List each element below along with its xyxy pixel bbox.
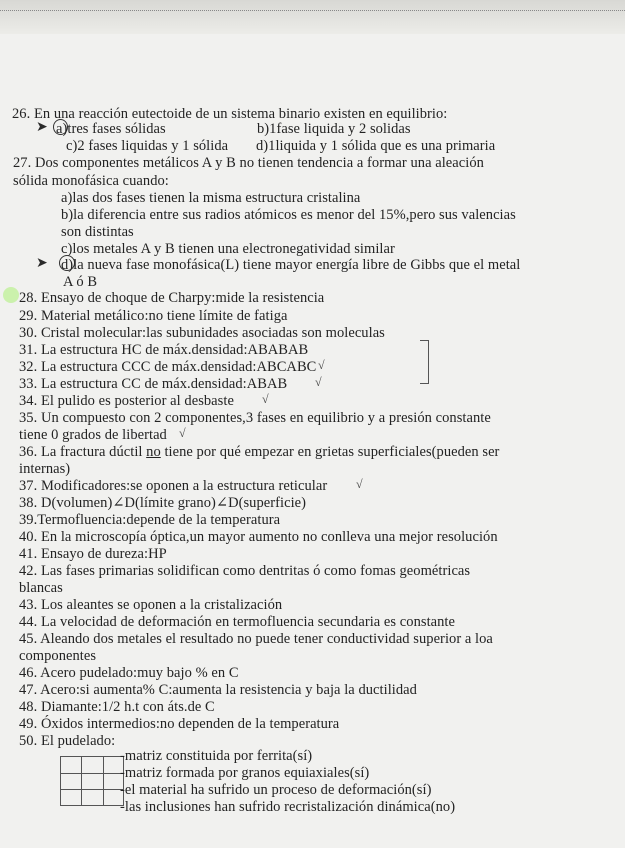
question-27-option-b-continued: son distintas [61, 224, 134, 240]
statement-50-item-a: -matriz constituida por ferrita(sí) [120, 748, 313, 764]
statement-45-continued: componentes [19, 648, 97, 664]
arrow-mark: ➤ [36, 256, 48, 271]
statement-36 [19, 444, 499, 460]
question-26-option-a: a)tres fases sólidas [56, 121, 166, 137]
statement-42: 42. Las fases primarias solidifican como dentritas ó como fomas geométricas [19, 563, 471, 579]
statement-36-underlined-word: no [146, 444, 161, 460]
statement-38: 38. D(volumen)∠D(límite grano)∠D(superficie) [19, 495, 307, 511]
statement-29: 29. Material metálico:no tiene límite de fatiga [19, 308, 288, 324]
microstructure-sketch [60, 756, 124, 806]
statement-50: 50. El pudelado: [19, 733, 116, 749]
check-mark: √ [356, 477, 363, 491]
check-mark: √ [318, 358, 325, 372]
question-27-continued: sólida monofásica cuando: [13, 173, 169, 189]
question-27-option-b: b)la diferencia entre sus radios atómicos es menor del 15%,pero sus valencias [61, 207, 516, 223]
statement-34: 34. El pulido es posterior al desbaste [19, 393, 234, 409]
statement-50-item-b: -matriz formada por granos equiaxiales(sí) [120, 765, 370, 781]
statement-40: 40. En la microscopía óptica,un mayor aumento no conlleva una mejor resolución [19, 529, 498, 545]
statement-44: 44. La velocidad de deformación en termofluencia secundaria es constante [19, 614, 455, 630]
question-27: 27. Dos componentes metálicos A y B no tienen tendencia a formar una aleación [13, 155, 484, 171]
statement-35-continued: tiene 0 grados de libertad [19, 427, 167, 443]
statement-39: 39.Termofluencia:depende de la temperatura [19, 512, 281, 528]
question-27-option-c: c)los metales A y B tienen una electronegatividad similar [61, 241, 395, 257]
page-fold-line [0, 0, 625, 11]
statement-50-item-c: -el material ha sufrido un proceso de deformación(sí) [120, 782, 432, 798]
check-mark: √ [179, 426, 186, 440]
statement-31: 31. La estructura HC de máx.densidad:ABABAB [19, 342, 309, 358]
statement-50-item-d: -las inclusiones han sufrido recristalización dinámica(no) [120, 799, 456, 815]
statement-30: 30. Cristal molecular:las subunidades asociadas son moleculas [19, 325, 385, 341]
bracket-mark [420, 340, 429, 384]
statement-36-start: 36. La fractura dúctil [19, 444, 147, 460]
statement-28: 28. Ensayo de choque de Charpy:mide la resistencia [19, 290, 325, 306]
statement-35: 35. Un compuesto con 2 componentes,3 fases en equilibrio y a presión constante [19, 410, 491, 426]
statement-37: 37. Modificadores:se oponen a la estructura reticular [19, 478, 328, 494]
statement-43: 43. Los aleantes se oponen a la cristalización [19, 597, 283, 613]
statement-41: 41. Ensayo de dureza:HP [19, 546, 167, 562]
check-mark: √ [315, 375, 322, 389]
statement-49: 49. Óxidos intermedios:no dependen de la temperatura [19, 716, 340, 732]
statement-36-continued: internas) [19, 461, 71, 477]
statement-36-end: tiene por qué empezar en grietas superficiales(pueden ser [160, 444, 500, 460]
question-27-option-d: d)la nueva fase monofásica(L) tiene mayor energía libre de Gibbs que el metal [61, 257, 521, 273]
statement-33: 33. La estructura CC de máx.densidad:ABAB [19, 376, 288, 392]
statement-47: 47. Acero:si aumenta% C:aumenta la resistencia y baja la ductilidad [19, 682, 417, 698]
statement-48: 48. Diamante:1/2 h.t con áts.de C [19, 699, 215, 715]
question-26-option-d: d)1liquida y 1 sólida que es una primaria [256, 138, 496, 154]
question-27-option-a: a)las dos fases tienen la misma estructura cristalina [61, 190, 361, 206]
question-26-option-c: c)2 fases liquidas y 1 sólida [66, 138, 229, 154]
arrow-mark: ➤ [36, 120, 48, 135]
question-26-option-b: b)1fase liquida y 2 solidas [257, 121, 411, 137]
question-27-option-d-continued: A ó B [63, 274, 98, 290]
statement-45: 45. Aleando dos metales el resultado no puede tener conductividad superior a loa [19, 631, 493, 647]
question-26: 26. En una reacción eutectoide de un sistema binario existen en equilibrio: [12, 106, 448, 122]
statement-42-continued: blancas [19, 580, 63, 596]
highlight-mark [3, 287, 19, 303]
statement-32: 32. La estructura CCC de máx.densidad:ABCABC [19, 359, 317, 375]
check-mark: √ [262, 392, 269, 406]
statement-46: 46. Acero pudelado:muy bajo % en C [19, 665, 239, 681]
